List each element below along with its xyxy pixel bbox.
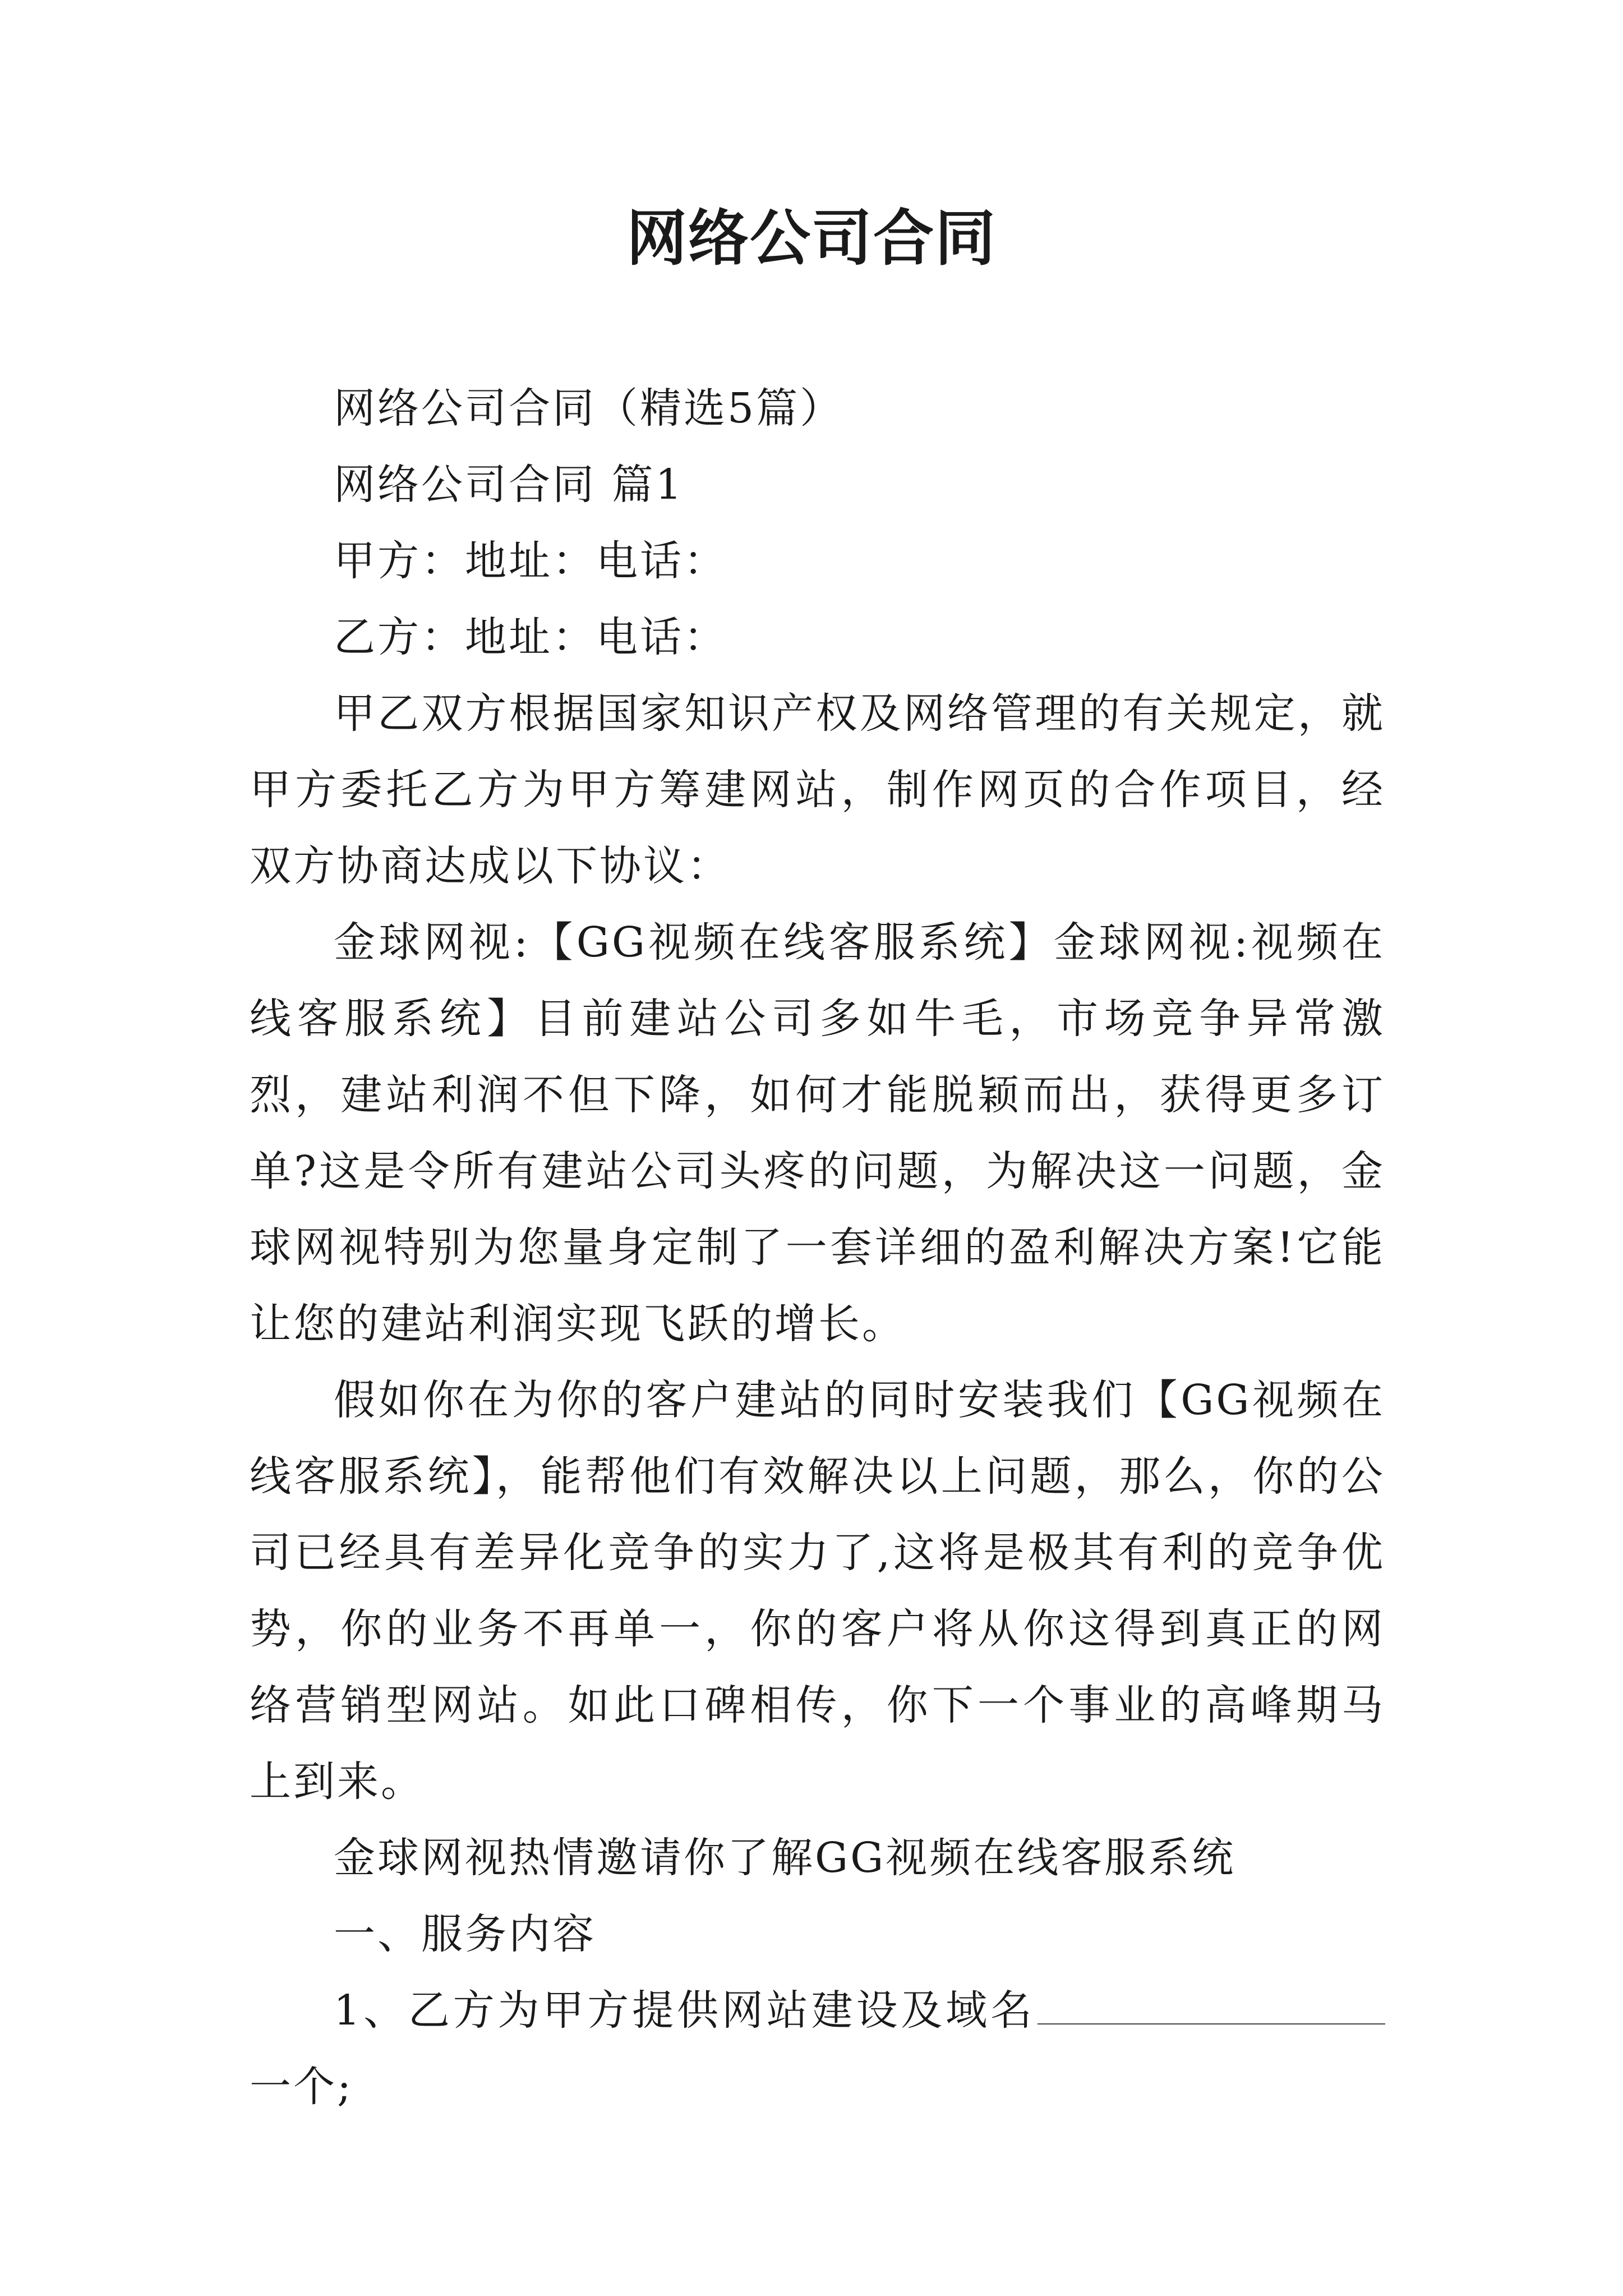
document-body (250, 370, 1385, 2125)
document-title: 网络公司合同 (626, 203, 997, 274)
paragraph-promo-1: 金球网视:【GG视频在线客服系统】金球网视:视频在线客服系统】目前建站公司多如牛毛，市场竞争异常激烈，建站利润不但下降，如何才能脱颖而出，获得更多订单?这是令所有建站公司头疼的问题，为解决这一问题，金球网视特别为您量身定制了一套详细的盈利解决方案!它能让您的建站利润实现飞跃的增长。 (250, 918, 1385, 1348)
paragraph-section-heading: 网络公司合同 篇1 (334, 461, 684, 509)
paragraph-invitation: 金球网视热情邀请你了解GG视频在线客服系统 (334, 1834, 1236, 1882)
item-1-suffix: 一个; (250, 2063, 353, 2111)
paragraph-agreement-intro: 甲乙双方根据国家知识产权及网络管理的有关规定，就甲方委托乙方为甲方筹建网站，制作网页的合作项目，经双方协商达成以下协议： (250, 689, 1385, 890)
domain-blank-line (1038, 1990, 1385, 2024)
item-1-text: 1、乙方为甲方提供网站建设及域名 (334, 1986, 1035, 2035)
paragraph-service-heading: 一、服务内容 (334, 1910, 596, 1958)
paragraph-item-1 (250, 1972, 1385, 2125)
paragraph-subtitle: 网络公司合同（精选5篇） (334, 384, 844, 432)
paragraph-party-a: 甲方：地址：电话： (334, 537, 727, 585)
paragraph-promo-2: 假如你在为你的客户建站的同时安装我们【GG视频在线客服系统】，能帮他们有效解决以上问题，那么，你的公司已经具有差异化竞争的实力了,这将是极其有利的竞争优势，你的业务不再单一，你的客户将从你这得到真正的网络营销型网站。如此口碑相传，你下一个事业的高峰期马上到来。 (250, 1376, 1385, 1806)
paragraph-party-b: 乙方：地址：电话： (334, 613, 727, 661)
